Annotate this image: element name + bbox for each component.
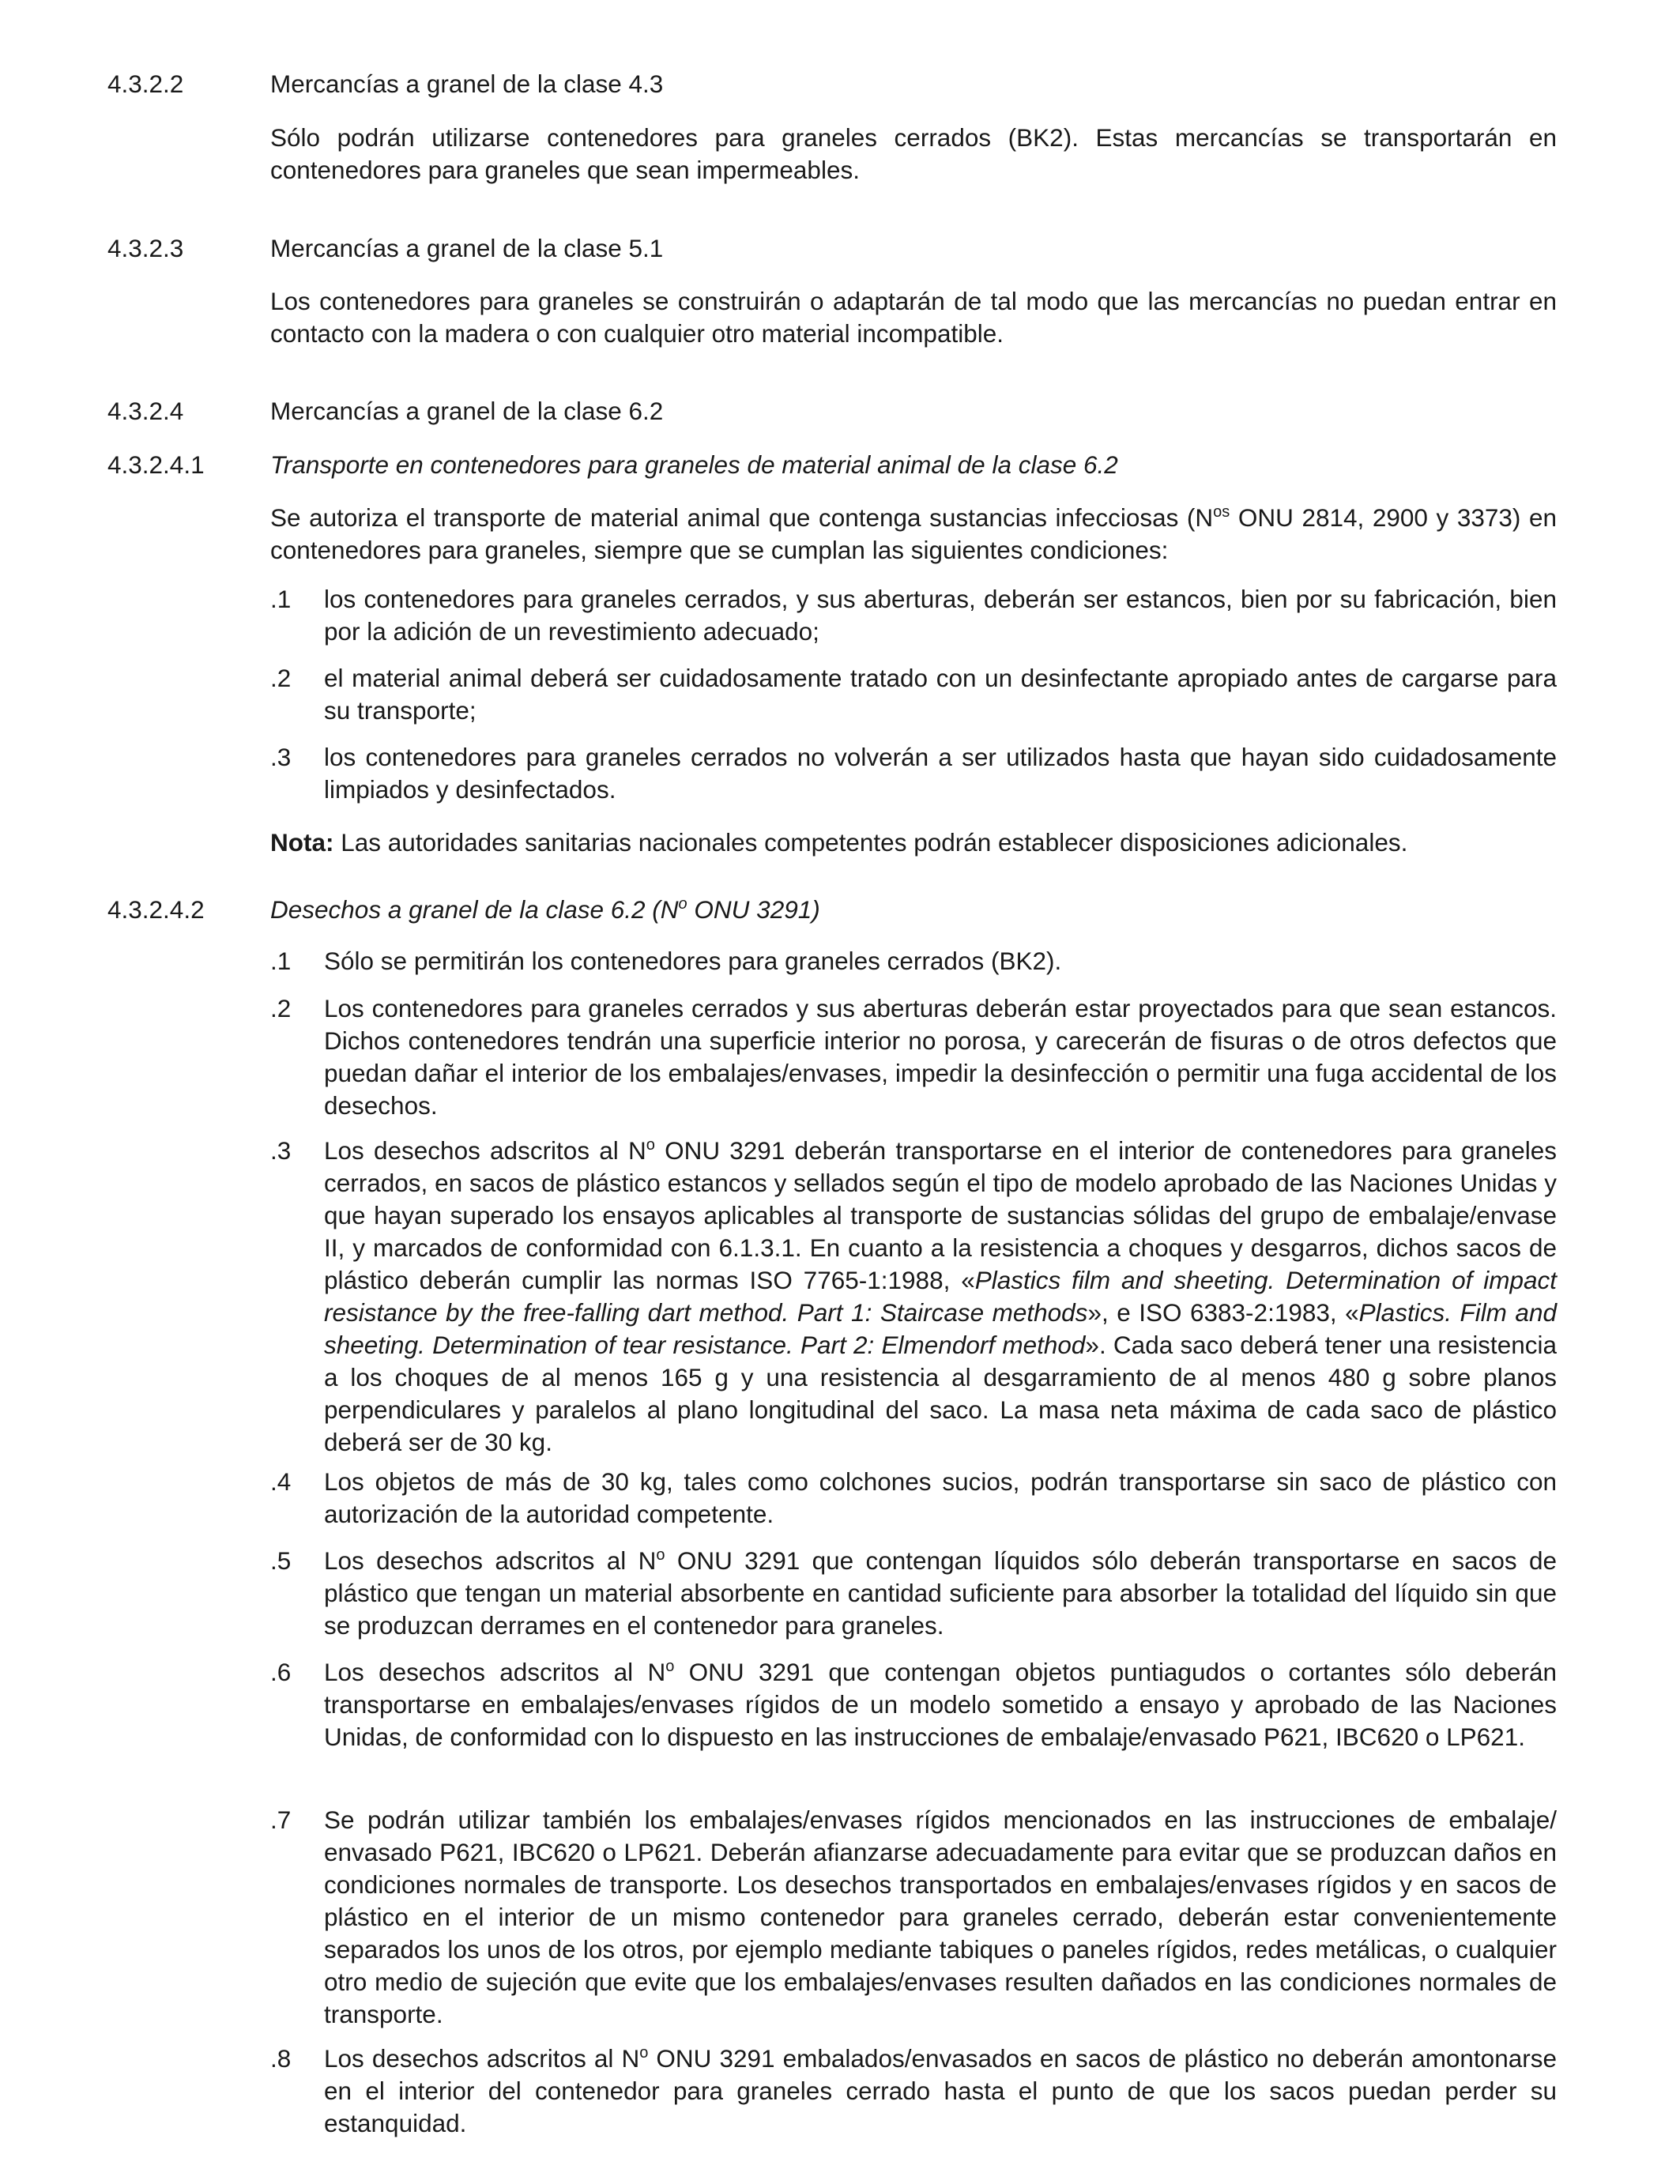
section-title: Mercancías a granel de la clase 4.3: [270, 70, 664, 98]
section-body: Sólo podrán utilizarse contenedores para graneles cerrados (BK2). Estas mercancías se transportarán en contenedores para graneles que sean impermeables.: [270, 123, 1557, 184]
list-item-number: .2: [270, 994, 292, 1022]
section-number: 4.3.2.2: [107, 70, 184, 98]
note-label: Nota:: [270, 828, 334, 857]
list-item-number: .5: [270, 1546, 292, 1575]
section-number: 4.3.2.3: [107, 234, 184, 262]
list-item-number: .8: [270, 2044, 292, 2073]
list-item-number: .4: [270, 1467, 292, 1496]
list-item-number: .1: [270, 585, 292, 613]
section-title: Mercancías a granel de la clase 5.1: [270, 234, 664, 262]
list-item-text: Los objetos de más de 30 kg, tales como colchones sucios, podrán transportarse sin saco de plástico con autorización de la autoridad competente.: [324, 1467, 1557, 1528]
subsection-number: 4.3.2.4.1: [107, 450, 205, 479]
list-item-number: .2: [270, 664, 292, 692]
list-item-text: Los desechos adscritos al $N^o$ ONU 3291 que contengan objetos puntiagudos o cortantes sólo deberán transportarse en embalajes/envases rígidos de un modelo sometido a ensayo y aprobado de las Naciones Unidas, de conformidad con lo dispuesto en las instrucciones de embalaje/envasado P621, IBC620 o LP621.: [324, 1658, 1557, 1751]
list-item-text: Se podrán utilizar también los embalajes/envases rígidos mencionados en las instrucciones de embalaje/ envasado P621, IBC620 o LP621. Deberán afianzarse adecuadamente para evitar que se produzcan daños en condiciones normales de transporte. Los desechos transportados en embalajes/envases rígidos y en sacos de plástico en el interior de un mismo contenedor para graneles cerrado, deberán estar convenientemente separados los unos de los otros, por ejemplo mediante tabiques o paneles rígidos, redes metálicas, o cualquier otro medio de sujeción que evite que los embalajes/envases resulten dañados en las condiciones normales de transporte.: [324, 1806, 1557, 2028]
list-item-number: .7: [270, 1806, 292, 1834]
list-item-text: el material animal deberá ser cuidadosamente tratado con un desinfectante apropiado antes de cargarse para su transporte;: [324, 664, 1557, 725]
list-item-number: .3: [270, 1136, 292, 1165]
list-item-text: Los desechos adscritos al $N^o$ ONU 3291 que contengan líquidos sólo deberán transportarse en sacos de plástico que tengan un material absorbente en cantidad suficiente para absorber la totalidad del líquido sin que se produzcan derrames en el contenedor para graneles.: [324, 1546, 1557, 1640]
note: Nota: Las autoridades sanitarias nacionales competentes podrán establecer disposiciones adicionales.: [270, 828, 1408, 857]
list-item-text: los contenedores para graneles cerrados, y sus aberturas, deberán ser estancos, bien por su fabricación, bien por la adición de un revestimiento adecuado;: [324, 585, 1557, 646]
subsection-number: 4.3.2.4.2: [107, 895, 205, 924]
section-number: 4.3.2.4: [107, 397, 184, 425]
subsection-title: Transporte en contenedores para graneles de material animal de la clase 6.2: [270, 450, 1118, 479]
list-item-text: Sólo se permitirán los contenedores para graneles cerrados (BK2).: [324, 947, 1062, 975]
list-item-text: Los contenedores para graneles cerrados y sus aberturas deberán estar proyectados para que sean estancos. Dichos contenedores tendrán una superficie interior no porosa, y carecerán de fisuras o de otros defectos que puedan dañar el interior de los embalajes/envases, impedir la desinfección o permitir una fuga accidental de los desechos.: [324, 994, 1557, 1120]
list-item-number: .1: [270, 947, 292, 975]
list-item-text: Los desechos adscritos al $N^o$ ONU 3291 deberán transportarse en el interior de contenedores para graneles cerrados, en sacos de plástico estancos y sellados según el tipo de modelo aprobado de las Naciones Unidas y que hayan superado los ensayos aplicables al transporte de sustancias sólidas del grupo de embalaje/envase II, y marcados de conformidad con 6.1.3.1. En cuanto a la resistencia a choques y desgarros, dichos sacos de plástico deberán cumplir las normas ISO 7765-1:1988, «Plastics film and sheeting. Determination of impact resistance by the free-falling dart method. Part 1: Staircase methods», e ISO 6383-2:1983, «Plastics. Film and sheeting. Determination of tear resistance. Part 2: Elmendorf method». Cada saco deberá tener una resistencia a los choques de al menos 165 g y una resistencia al desgarramiento de al menos 480 g sobre planos perpendiculares y paralelos al plano longitudinal del saco. La masa neta máxima de cada saco de plástico deberá ser de 30 kg.: [324, 1136, 1557, 1456]
list-item-text: Los desechos adscritos al $N^o$ ONU 3291 embalados/envasados en sacos de plástico no deberán amontonarse en el interior del contenedor para graneles cerrado hasta el punto de que los sacos puedan perder su estanquidad.: [324, 2044, 1557, 2137]
list-item-number: .6: [270, 1658, 292, 1686]
list-item-text: los contenedores para graneles cerrados no volverán a ser utilizados hasta que hayan sido cuidadosamente limpiados y desinfectados.: [324, 743, 1557, 804]
section-title: Mercancías a granel de la clase 6.2: [270, 397, 664, 425]
subsection-intro: Se autoriza el transporte de material animal que contenga sustancias infecciosas ($N^{os}$ ONU 2814, 2900 y 3373) en contenedores para graneles, siempre que se cumplan las siguientes condiciones:: [270, 503, 1557, 564]
subsection-title: Desechos a granel de la clase 6.2 ($N^o$ ONU 3291): [270, 895, 820, 924]
section-body: Los contenedores para graneles se construirán o adaptarán de tal modo que las mercancías no puedan entrar en contacto con la madera o con cualquier otro material incompatible.: [270, 287, 1557, 348]
list-item-number: .3: [270, 743, 292, 771]
